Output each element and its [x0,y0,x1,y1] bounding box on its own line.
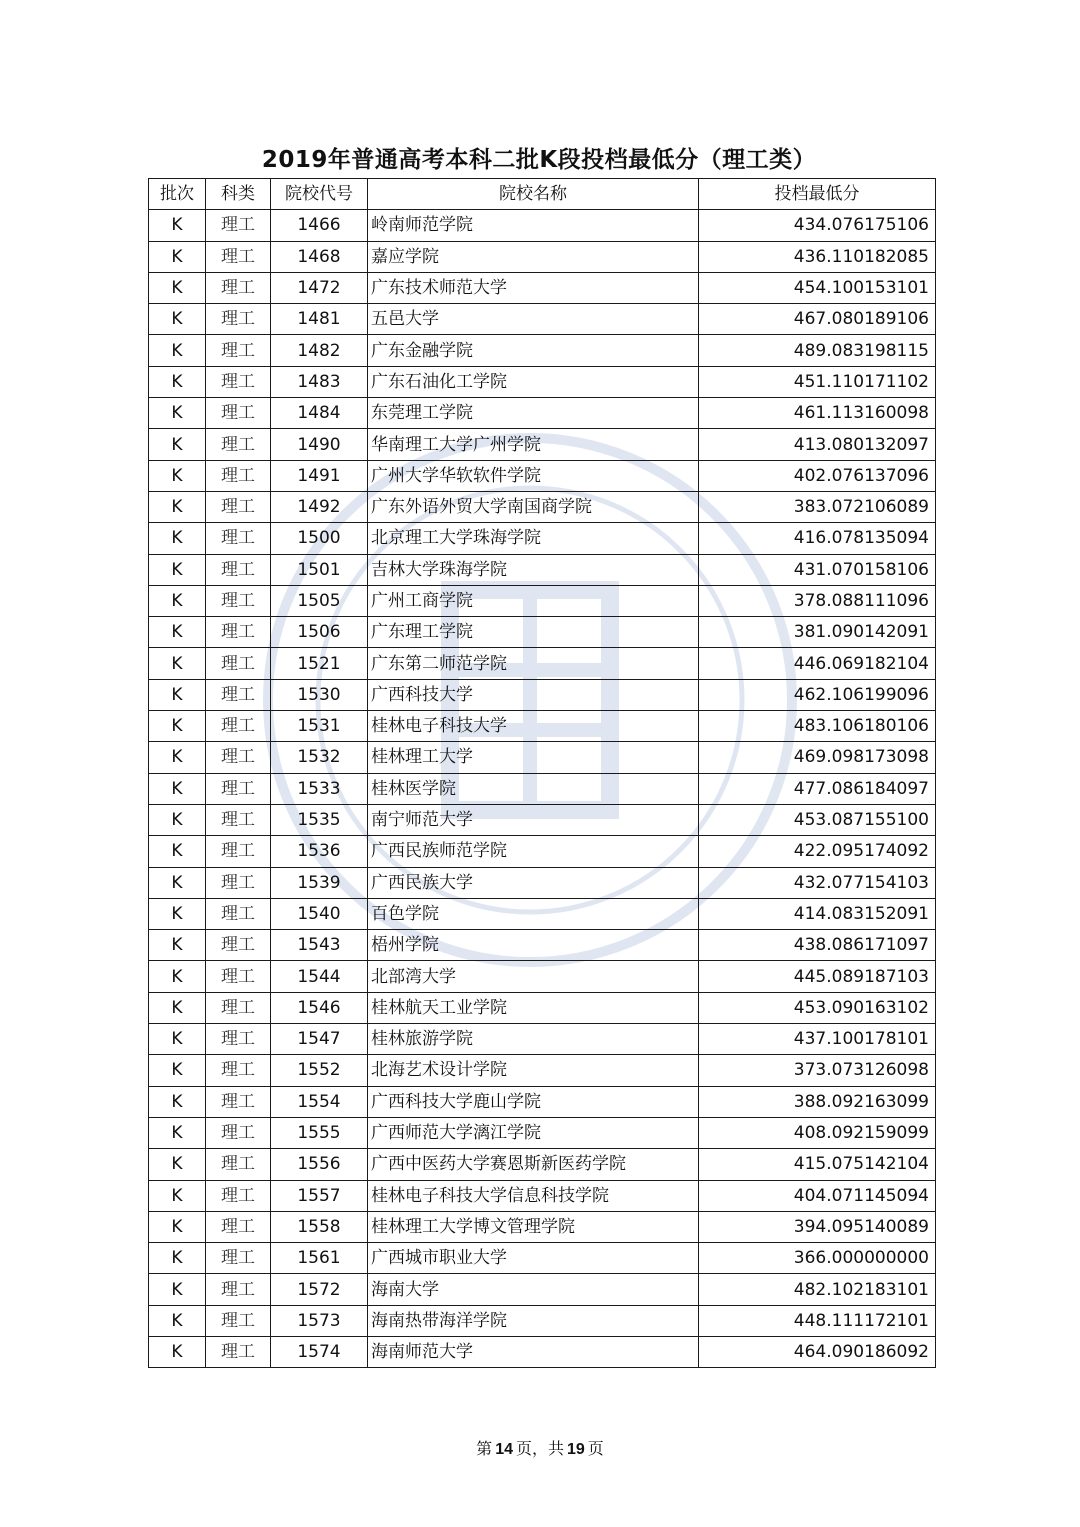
cell-batch: K [149,1305,206,1336]
table-row [149,304,936,335]
cell-school-name: 广东理工学院 [368,617,699,648]
cell-school-name: 广西科技大学鹿山学院 [368,1086,699,1117]
cell-subject: 理工 [206,272,271,303]
cell-school-name: 梧州学院 [368,930,699,961]
table-row [149,617,936,648]
cell-subject: 理工 [206,491,271,522]
cell-subject: 理工 [206,648,271,679]
cell-min-score: 373.073126098 [699,1055,936,1086]
cell-code: 1482 [271,335,368,366]
cell-school-name: 嘉应学院 [368,241,699,272]
cell-batch: K [149,1149,206,1180]
table-row [149,554,936,585]
table-row [149,1336,936,1367]
cell-code: 1547 [271,1024,368,1055]
cell-batch: K [149,961,206,992]
cell-subject: 理工 [206,1180,271,1211]
cell-batch: K [149,366,206,397]
cell-min-score: 434.076175106 [699,210,936,241]
cell-subject: 理工 [206,773,271,804]
cell-code: 1572 [271,1274,368,1305]
cell-subject: 理工 [206,1024,271,1055]
table-row [149,1274,936,1305]
table-row [149,711,936,742]
cell-batch: K [149,711,206,742]
admission-score-table [148,178,936,1368]
cell-school-name: 桂林理工大学 [368,742,699,773]
cell-min-score: 461.113160098 [699,398,936,429]
cell-subject: 理工 [206,241,271,272]
cell-code: 1472 [271,272,368,303]
cell-min-score: 378.088111096 [699,585,936,616]
cell-subject: 理工 [206,210,271,241]
cell-subject: 理工 [206,1086,271,1117]
cell-school-name: 广西科技大学 [368,679,699,710]
cell-subject: 理工 [206,523,271,554]
table-row [149,241,936,272]
cell-school-name: 吉林大学珠海学院 [368,554,699,585]
cell-code: 1521 [271,648,368,679]
cell-batch: K [149,210,206,241]
cell-min-score: 467.080189106 [699,304,936,335]
header-score: 投档最低分 [699,179,936,210]
table-row [149,1086,936,1117]
table-row [149,742,936,773]
cell-batch: K [149,1336,206,1367]
cell-batch: K [149,1243,206,1274]
cell-school-name: 华南理工大学广州学院 [368,429,699,460]
table-row [149,867,936,898]
cell-min-score: 462.106199096 [699,679,936,710]
cell-code: 1554 [271,1086,368,1117]
cell-school-name: 海南热带海洋学院 [368,1305,699,1336]
cell-batch: K [149,335,206,366]
cell-batch: K [149,648,206,679]
cell-school-name: 海南师范大学 [368,1336,699,1367]
table-row [149,648,936,679]
cell-code: 1573 [271,1305,368,1336]
cell-code: 1536 [271,836,368,867]
cell-batch: K [149,742,206,773]
table-row [149,491,936,522]
cell-school-name: 北部湾大学 [368,961,699,992]
cell-min-score: 366.000000000 [699,1243,936,1274]
cell-subject: 理工 [206,1305,271,1336]
table-row [149,1024,936,1055]
cell-subject: 理工 [206,1211,271,1242]
cell-batch: K [149,617,206,648]
footer-total-pages: 19 [567,1441,585,1458]
cell-subject: 理工 [206,679,271,710]
cell-code: 1481 [271,304,368,335]
table-row [149,679,936,710]
cell-code: 1501 [271,554,368,585]
cell-code: 1556 [271,1149,368,1180]
table-row [149,429,936,460]
cell-subject: 理工 [206,898,271,929]
cell-batch: K [149,491,206,522]
cell-subject: 理工 [206,1243,271,1274]
header-subject: 科类 [206,179,271,210]
cell-code: 1574 [271,1336,368,1367]
cell-code: 1505 [271,585,368,616]
cell-batch: K [149,992,206,1023]
header-batch: 批次 [149,179,206,210]
table-row [149,804,936,835]
table-row [149,836,936,867]
cell-subject: 理工 [206,1149,271,1180]
header-name: 院校名称 [368,179,699,210]
cell-min-score: 489.083198115 [699,335,936,366]
table-header-row [149,179,936,210]
cell-subject: 理工 [206,585,271,616]
cell-min-score: 469.098173098 [699,742,936,773]
table-row [149,1180,936,1211]
cell-code: 1532 [271,742,368,773]
cell-code: 1546 [271,992,368,1023]
cell-min-score: 413.080132097 [699,429,936,460]
table-row [149,272,936,303]
cell-code: 1500 [271,523,368,554]
cell-subject: 理工 [206,711,271,742]
footer-prefix: 第 [476,1439,493,1458]
cell-school-name: 广州大学华软软件学院 [368,460,699,491]
cell-code: 1555 [271,1117,368,1148]
cell-min-score: 482.102183101 [699,1274,936,1305]
cell-subject: 理工 [206,992,271,1023]
cell-code: 1483 [271,366,368,397]
table-row [149,1243,936,1274]
cell-code: 1535 [271,804,368,835]
cell-min-score: 451.110171102 [699,366,936,397]
cell-batch: K [149,1180,206,1211]
cell-subject: 理工 [206,1055,271,1086]
table-row [149,898,936,929]
cell-subject: 理工 [206,460,271,491]
cell-subject: 理工 [206,961,271,992]
cell-batch: K [149,460,206,491]
table-body [149,210,936,1368]
cell-school-name: 广东技术师范大学 [368,272,699,303]
cell-subject: 理工 [206,398,271,429]
cell-min-score: 381.090142091 [699,617,936,648]
cell-min-score: 445.089187103 [699,961,936,992]
cell-code: 1539 [271,867,368,898]
cell-min-score: 402.076137096 [699,460,936,491]
table-row [149,961,936,992]
cell-school-name: 广东金融学院 [368,335,699,366]
cell-subject: 理工 [206,617,271,648]
cell-batch: K [149,585,206,616]
cell-batch: K [149,1086,206,1117]
cell-min-score: 394.095140089 [699,1211,936,1242]
cell-min-score: 404.071145094 [699,1180,936,1211]
cell-school-name: 岭南师范学院 [368,210,699,241]
table-row [149,210,936,241]
cell-subject: 理工 [206,1336,271,1367]
table-row [149,1305,936,1336]
table-row [149,992,936,1023]
cell-school-name: 百色学院 [368,898,699,929]
cell-school-name: 广州工商学院 [368,585,699,616]
cell-code: 1533 [271,773,368,804]
cell-subject: 理工 [206,1117,271,1148]
table-row [149,1055,936,1086]
cell-school-name: 海南大学 [368,1274,699,1305]
cell-code: 1561 [271,1243,368,1274]
cell-subject: 理工 [206,867,271,898]
cell-school-name: 桂林理工大学博文管理学院 [368,1211,699,1242]
cell-batch: K [149,930,206,961]
cell-code: 1492 [271,491,368,522]
cell-school-name: 广西民族大学 [368,867,699,898]
cell-school-name: 广东第二师范学院 [368,648,699,679]
cell-min-score: 432.077154103 [699,867,936,898]
table-row [149,930,936,961]
cell-school-name: 桂林电子科技大学信息科技学院 [368,1180,699,1211]
cell-subject: 理工 [206,836,271,867]
cell-code: 1540 [271,898,368,929]
cell-batch: K [149,1211,206,1242]
cell-school-name: 东莞理工学院 [368,398,699,429]
cell-code: 1531 [271,711,368,742]
cell-batch: K [149,867,206,898]
cell-min-score: 416.078135094 [699,523,936,554]
table-row [149,1149,936,1180]
cell-school-name: 北海艺术设计学院 [368,1055,699,1086]
cell-batch: K [149,304,206,335]
cell-subject: 理工 [206,554,271,585]
cell-code: 1530 [271,679,368,710]
cell-min-score: 454.100153101 [699,272,936,303]
cell-min-score: 388.092163099 [699,1086,936,1117]
cell-school-name: 北京理工大学珠海学院 [368,523,699,554]
header-code: 院校代号 [271,179,368,210]
cell-batch: K [149,523,206,554]
cell-min-score: 438.086171097 [699,930,936,961]
cell-batch: K [149,272,206,303]
cell-min-score: 414.083152091 [699,898,936,929]
cell-min-score: 408.092159099 [699,1117,936,1148]
cell-min-score: 422.095174092 [699,836,936,867]
document-title: 2019年普通高考本科二批K段投档最低分（理工类） [261,147,817,173]
table-row [149,460,936,491]
cell-batch: K [149,554,206,585]
cell-batch: K [149,1055,206,1086]
table-row [149,773,936,804]
cell-code: 1544 [271,961,368,992]
cell-code: 1543 [271,930,368,961]
footer-current-page: 14 [495,1441,513,1458]
cell-min-score: 383.072106089 [699,491,936,522]
cell-min-score: 431.070158106 [699,554,936,585]
cell-school-name: 广东外语外贸大学南国商学院 [368,491,699,522]
cell-school-name: 广东石油化工学院 [368,366,699,397]
table-row [149,335,936,366]
table-row [149,398,936,429]
table-row [149,366,936,397]
cell-school-name: 桂林电子科技大学 [368,711,699,742]
cell-min-score: 464.090186092 [699,1336,936,1367]
cell-subject: 理工 [206,742,271,773]
cell-min-score: 477.086184097 [699,773,936,804]
cell-subject: 理工 [206,1274,271,1305]
cell-min-score: 483.106180106 [699,711,936,742]
cell-batch: K [149,398,206,429]
cell-school-name: 广西民族师范学院 [368,836,699,867]
cell-batch: K [149,429,206,460]
cell-code: 1468 [271,241,368,272]
cell-school-name: 桂林医学院 [368,773,699,804]
cell-subject: 理工 [206,335,271,366]
footer-middle: 页，共 [515,1439,564,1458]
table-row [149,1211,936,1242]
cell-batch: K [149,1117,206,1148]
cell-code: 1491 [271,460,368,491]
cell-batch: K [149,804,206,835]
cell-batch: K [149,898,206,929]
cell-min-score: 446.069182104 [699,648,936,679]
cell-code: 1552 [271,1055,368,1086]
cell-subject: 理工 [206,930,271,961]
cell-code: 1490 [271,429,368,460]
cell-school-name: 南宁师范大学 [368,804,699,835]
cell-school-name: 广西中医药大学赛恩斯新医药学院 [368,1149,699,1180]
table-row [149,1117,936,1148]
cell-code: 1558 [271,1211,368,1242]
cell-min-score: 437.100178101 [699,1024,936,1055]
cell-code: 1506 [271,617,368,648]
cell-school-name: 五邑大学 [368,304,699,335]
cell-school-name: 广西师范大学漓江学院 [368,1117,699,1148]
cell-subject: 理工 [206,304,271,335]
cell-subject: 理工 [206,804,271,835]
cell-batch: K [149,241,206,272]
cell-batch: K [149,773,206,804]
cell-code: 1466 [271,210,368,241]
cell-batch: K [149,1024,206,1055]
cell-code: 1484 [271,398,368,429]
cell-batch: K [149,679,206,710]
cell-min-score: 448.111172101 [699,1305,936,1336]
cell-min-score: 453.090163102 [699,992,936,1023]
cell-school-name: 桂林航天工业学院 [368,992,699,1023]
cell-subject: 理工 [206,429,271,460]
cell-school-name: 桂林旅游学院 [368,1024,699,1055]
cell-min-score: 436.110182085 [699,241,936,272]
cell-code: 1557 [271,1180,368,1211]
table-row [149,523,936,554]
cell-batch: K [149,836,206,867]
cell-batch: K [149,1274,206,1305]
cell-subject: 理工 [206,366,271,397]
footer-suffix: 页 [587,1439,604,1458]
cell-min-score: 453.087155100 [699,804,936,835]
table-row [149,585,936,616]
page-footer [0,1436,1080,1459]
cell-min-score: 415.075142104 [699,1149,936,1180]
cell-school-name: 广西城市职业大学 [368,1243,699,1274]
